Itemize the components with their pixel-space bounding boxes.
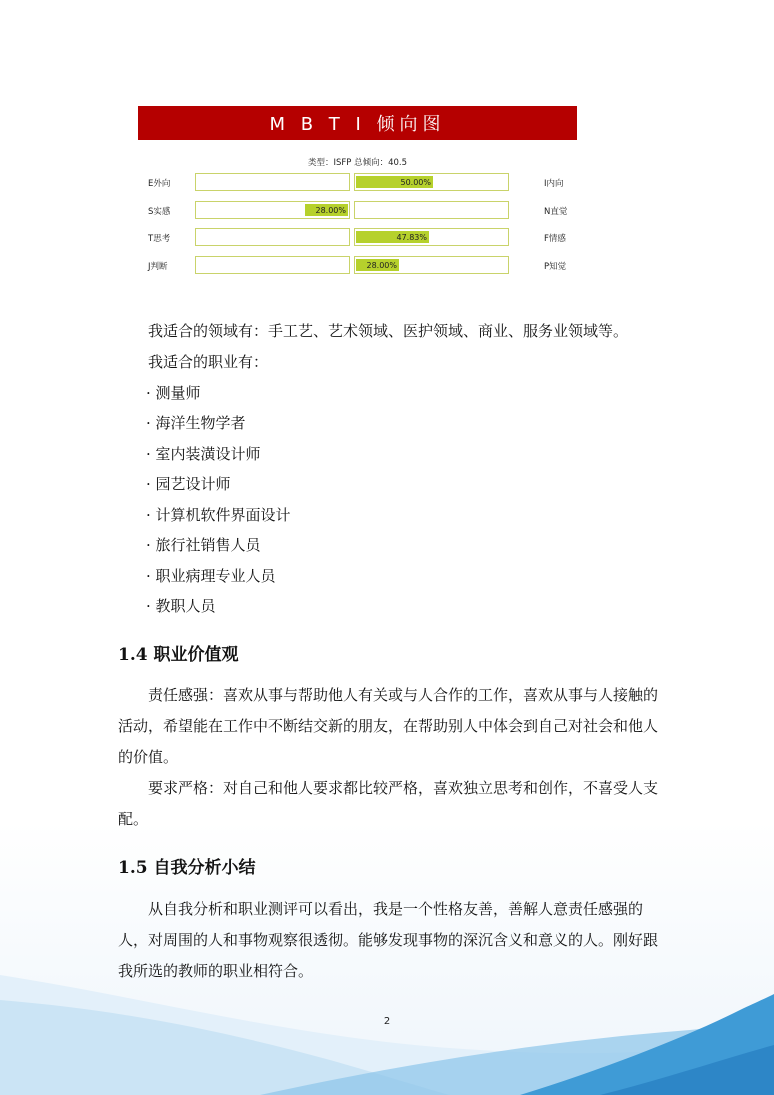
mbti-row [138, 228, 577, 248]
mbti-right-bar-track [354, 201, 509, 219]
mbti-bar-fill: 28.00% [356, 259, 399, 271]
career-list-item: · 教职人员 [146, 597, 216, 615]
mbti-left-bar-track [195, 228, 350, 246]
career-list-item: · 测量师 [146, 384, 201, 402]
career-list-item: · 园艺设计师 [146, 475, 231, 493]
mbti-left-label: J判断 [148, 262, 168, 272]
self-analysis-summary-paragraph: 从自我分析和职业测评可以看出，我是一个性格友善，善解人意责任感强的人，对周围的人和事物观察很透彻。能够发现事物的深沉含义和意义的人。刚好跟我所选的教师的职业相符合。 [118, 900, 659, 980]
section-heading-career-values: 1.4 职业价值观 [118, 645, 239, 665]
mbti-right-bar-track [354, 256, 509, 274]
career-values-paragraph-2: 要求严格：对自己和他人要求都比较严格，喜欢独立思考和创作，不喜受人支配。 [118, 779, 659, 828]
mbti-bar-fill: 50.00% [356, 176, 433, 188]
mbti-bar-fill: 47.83% [356, 231, 429, 243]
mbti-right-label: I内向 [544, 179, 564, 189]
career-values-paragraph-1: 责任感强：喜欢从事与帮助他人有关或与人合作的工作，喜欢从事与人接触的活动，希望能在工作中不断结交新的朋友，在帮助别人中体会到自己对社会和他人的价值。 [118, 686, 659, 766]
suitable-fields-line: 我适合的领域有：手工艺、艺术领域、医护领域、商业、服务业领域等。 [148, 322, 629, 340]
mbti-right-label: N直觉 [544, 207, 568, 217]
mbti-right-bar-track [354, 228, 509, 246]
mbti-right-bar-track [354, 173, 509, 191]
mbti-right-label: P知觉 [544, 262, 567, 272]
mbti-left-bar-track [195, 173, 350, 191]
mbti-chart-subtitle: 类型：ISFP 总倾向：40.5 [307, 158, 408, 168]
mbti-left-label: T思考 [148, 234, 171, 244]
mbti-row [138, 173, 577, 193]
career-list-item: · 旅行社销售人员 [146, 536, 261, 554]
mbti-left-label: E外向 [148, 179, 171, 189]
career-list-item: · 室内装潢设计师 [146, 445, 261, 463]
mbti-left-bar-track [195, 256, 350, 274]
mbti-left-bar-track [195, 201, 350, 219]
career-list-item: · 海洋生物学者 [146, 414, 246, 432]
mbti-row [138, 201, 577, 221]
mbti-row [138, 256, 577, 276]
section-heading-self-analysis-summary: 1.5 自我分析小结 [118, 858, 256, 878]
page-number: 2 [383, 1016, 391, 1027]
mbti-chart-title: M B T I 倾向图 [138, 106, 577, 140]
mbti-right-label: F情感 [544, 234, 566, 244]
suitable-careers-intro: 我适合的职业有： [148, 353, 269, 371]
mbti-bar-fill: 28.00% [305, 204, 348, 216]
career-list-item: · 职业病理专业人员 [146, 567, 276, 585]
mbti-left-label: S实感 [148, 207, 171, 217]
career-list-item: · 计算机软件界面设计 [146, 506, 291, 524]
